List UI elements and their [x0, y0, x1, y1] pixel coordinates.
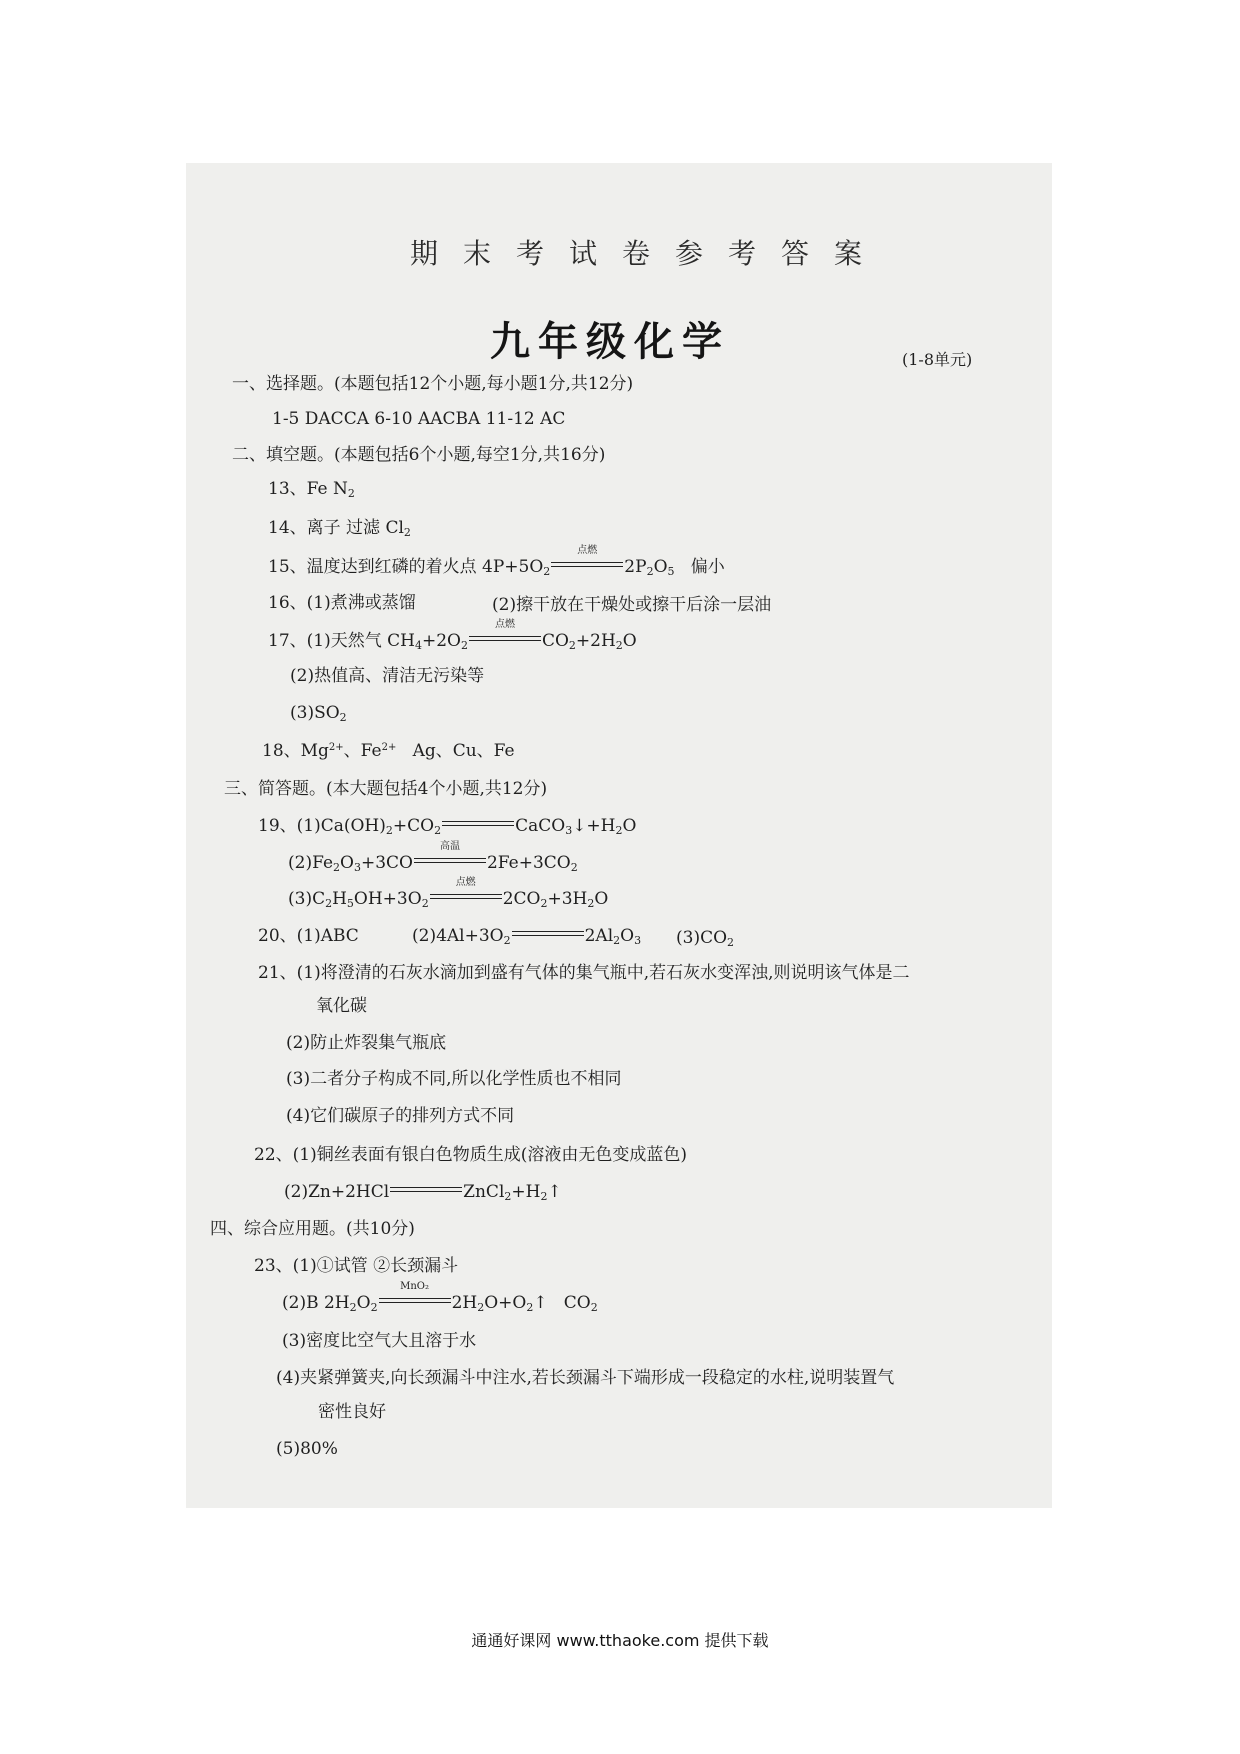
answer-20-3: $(3)CO_2$: [676, 928, 735, 949]
answer-14: 14、离子 过滤 $Cl_2$: [268, 518, 411, 539]
reaction-condition: 点燃: [430, 891, 502, 901]
answer-23-5: (5)80%: [276, 1439, 338, 1459]
answer-21-3: (3)二者分子构成不同,所以化学性质也不相同: [286, 1069, 622, 1089]
answer-23-4-cont: 密性良好: [318, 1402, 386, 1422]
answer-16-2: (2)擦干放在干燥处或擦干后涂一层油: [492, 595, 772, 615]
reaction-condition: 点燃: [551, 559, 623, 569]
answer-15: 15、温度达到红磷的着火点 $4P+5O_2$ 点燃 $2P_2O_5$ 偏小: [268, 545, 725, 578]
answer-19-3: $(3)C_2H_5OH+3O_2$ 点燃 $2CO_2+3H_2O$: [288, 877, 609, 910]
answer-21-4: (4)它们碳原子的排列方式不同: [286, 1106, 515, 1126]
answer-22-2: (2)Zn+2HCl $ZnCl_2+H_2↑$: [284, 1182, 562, 1203]
answer-20-1: 20、(1)ABC: [258, 926, 359, 946]
answer-17-2: (2)热值高、清洁无污染等: [290, 666, 485, 686]
answer-21-1: 21、(1)将澄清的石灰水滴加到盛有气体的集气瓶中,若石灰水变浑浊,则说明该气体是二: [258, 963, 910, 983]
answer-21-2: (2)防止炸裂集气瓶底: [286, 1033, 447, 1053]
subject-heading: 九年级化学: [490, 319, 730, 365]
answer-18: 18、$Mg^{2+}$、$Fe^{2+}$ Ag、Cu、Fe: [262, 741, 515, 761]
answer-17-1: 17、(1)天然气 $CH_4+2O_2$ 点燃 $CO_2+2H_2O$: [268, 619, 637, 652]
answer-23-1: 23、(1)①试管 ②长颈漏斗: [254, 1256, 459, 1276]
reaction-condition: 点燃: [469, 633, 541, 643]
answer-16-1: 16、(1)煮沸或蒸馏: [268, 593, 416, 613]
answer-23-2: (2)B $2H_2O_2$ MnO₂ $2H_2O+O_2↑$ $CO_2$: [282, 1281, 598, 1314]
answer-20-2: $(2)4Al+3O_2$ $2Al_2O_3$: [412, 926, 642, 947]
answer-17-3: $(3)SO_2$: [290, 703, 347, 724]
answer-1-12: 1-5 DACCA 6-10 AACBA 11-12 AC: [272, 409, 566, 429]
answer-23-3: (3)密度比空气大且溶于水: [282, 1331, 477, 1351]
section-3-heading: 三、简答题。(本大题包括4个小题,共12分): [224, 779, 548, 799]
answer-23-4: (4)夹紧弹簧夹,向长颈漏斗中注水,若长颈漏斗下端形成一段稳定的水柱,说明装置气: [276, 1368, 895, 1388]
section-2-heading: 二、填空题。(本题包括6个小题,每空1分,共16分): [232, 445, 606, 465]
section-4-heading: 四、综合应用题。(共10分): [210, 1219, 415, 1239]
answer-19-2: $(2)Fe_2O_3+3CO$ 高温 $2Fe+3CO_2$: [288, 841, 578, 874]
footer-credit: 通通好课网 www.tthaoke.com 提供下载: [471, 1631, 769, 1650]
reaction-condition: 高温: [414, 855, 486, 865]
page-title: 期末考试卷参考答案: [410, 237, 888, 270]
section-1-heading: 一、选择题。(本题包括12个小题,每小题1分,共12分): [232, 374, 634, 394]
answer-19-1: 19、$(1)Ca(OH)_2+CO_2$ $CaCO_3↓+H_2O$: [258, 816, 637, 837]
answer-21-1-cont: 氧化碳: [316, 996, 367, 1016]
reaction-condition: MnO₂: [379, 1295, 451, 1305]
answer-13: 13、Fe $N_2$: [268, 479, 355, 500]
answer-22-1: 22、(1)铜丝表面有银白色物质生成(溶液由无色变成蓝色): [254, 1145, 687, 1165]
unit-range: (1-8单元): [902, 350, 973, 369]
